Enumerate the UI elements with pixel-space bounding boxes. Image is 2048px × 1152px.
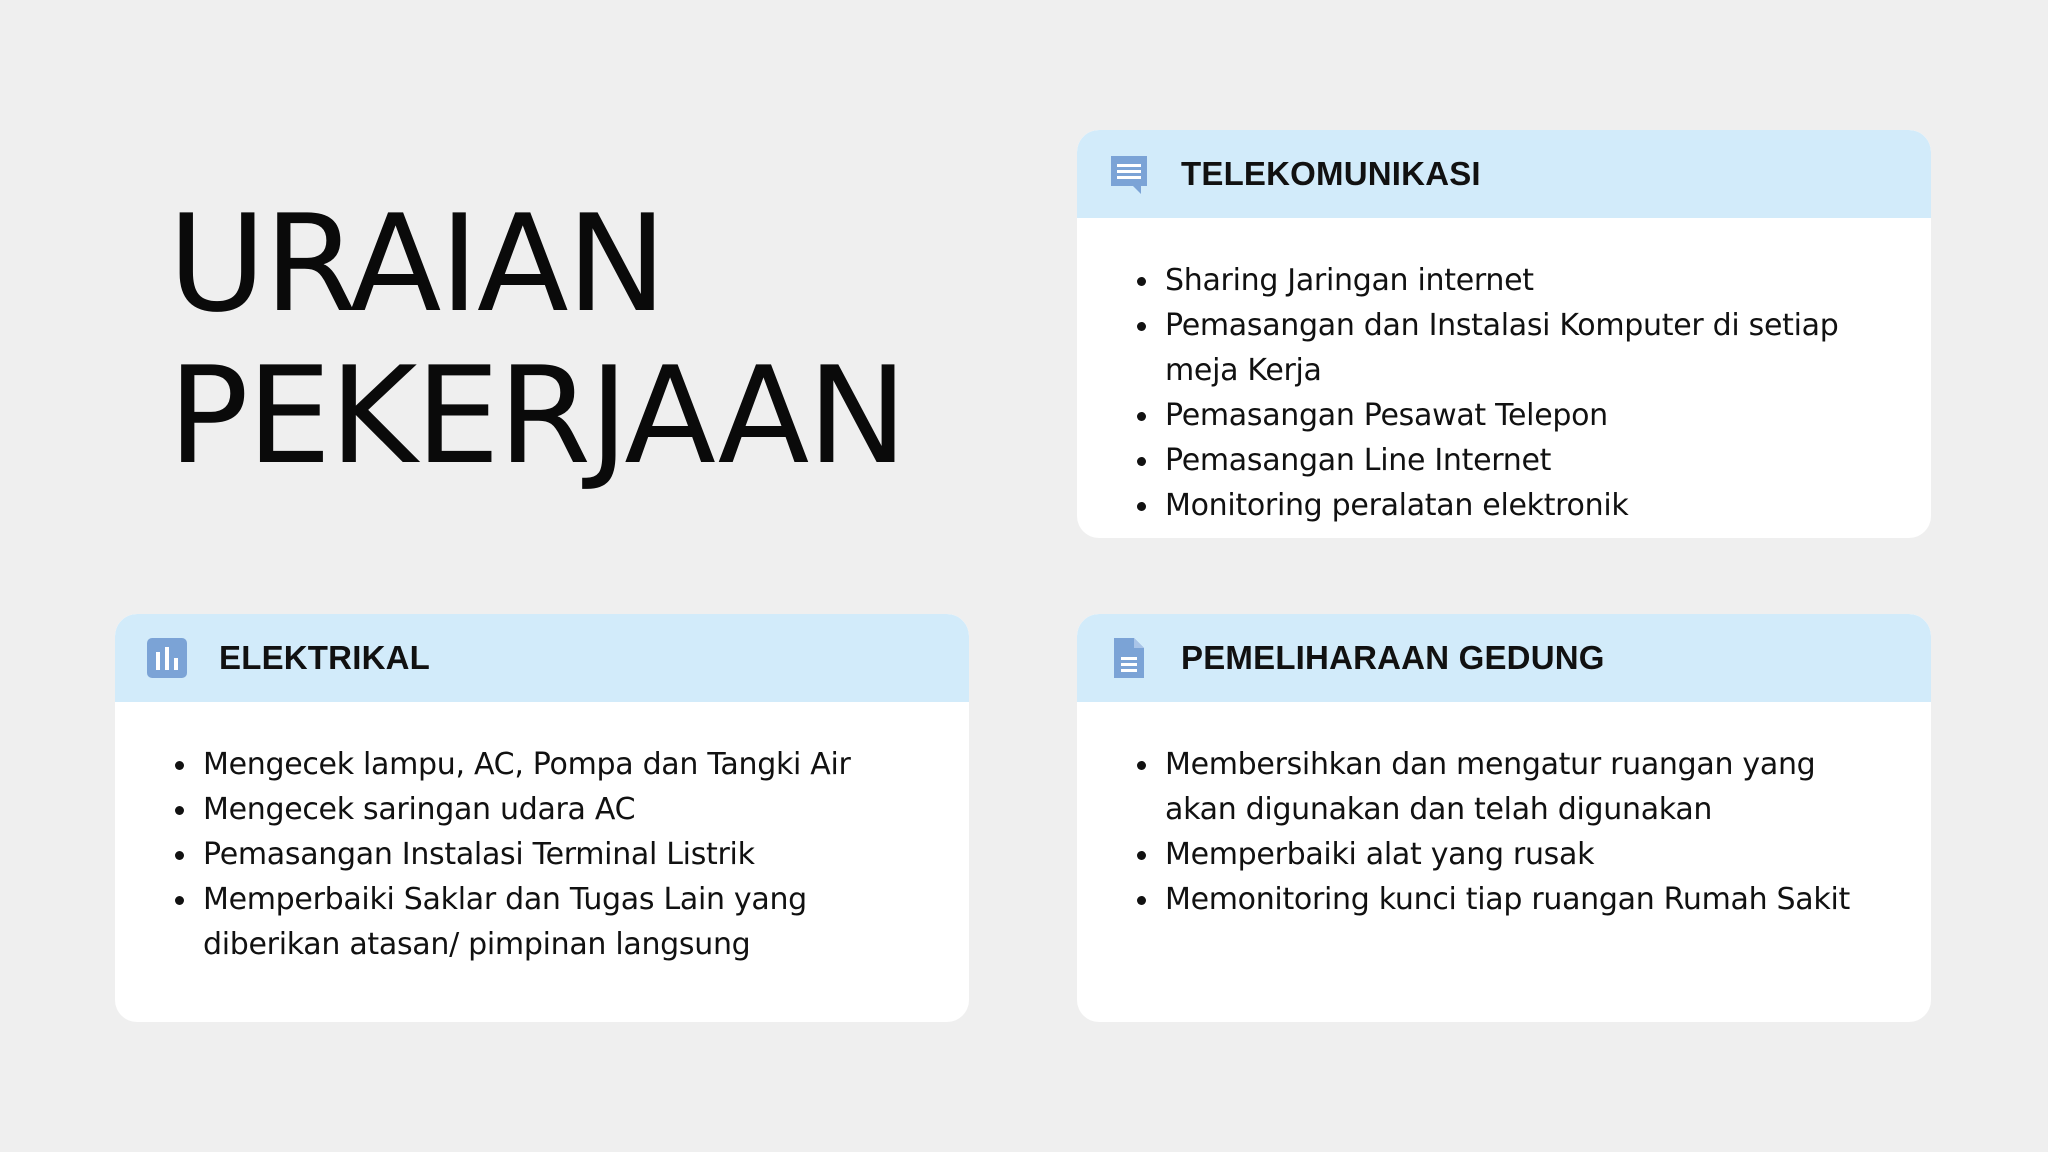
list-pemeliharaan-gedung bbox=[1137, 742, 1891, 922]
list-elektrikal bbox=[175, 742, 929, 967]
chat-message-icon bbox=[1107, 152, 1151, 196]
list-telekomunikasi bbox=[1137, 258, 1891, 528]
list-item: Pemasangan Pesawat Telepon bbox=[1137, 393, 1891, 438]
list-item: Memonitoring kunci tiap ruangan Rumah Sakit bbox=[1137, 877, 1891, 922]
card-pemeliharaan-gedung bbox=[1077, 614, 1931, 1022]
list-item: Monitoring peralatan elektronik bbox=[1137, 483, 1891, 528]
list-item: Membersihkan dan mengatur ruangan yang akan digunakan dan telah digunakan bbox=[1137, 742, 1891, 832]
page-title-line-1: URAIAN bbox=[168, 186, 665, 342]
list-item: Pemasangan dan Instalasi Komputer di setiap meja Kerja bbox=[1137, 303, 1891, 393]
page-title-line-2: PEKERJAAN bbox=[168, 338, 906, 494]
list-item: Mengecek lampu, AC, Pompa dan Tangki Air bbox=[175, 742, 929, 787]
list-item: Memperbaiki Saklar dan Tugas Lain yang diberikan atasan/ pimpinan langsung bbox=[175, 877, 929, 967]
list-item: Sharing Jaringan internet bbox=[1137, 258, 1891, 303]
list-item: Mengecek saringan udara AC bbox=[175, 787, 929, 832]
bar-chart-icon bbox=[145, 636, 189, 680]
card-telekomunikasi bbox=[1077, 130, 1931, 538]
document-icon bbox=[1107, 636, 1151, 680]
card-header-telekomunikasi bbox=[1077, 130, 1931, 218]
list-item: Memperbaiki alat yang rusak bbox=[1137, 832, 1891, 877]
card-elektrikal bbox=[115, 614, 969, 1022]
list-item: Pemasangan Instalasi Terminal Listrik bbox=[175, 832, 929, 877]
card-header-pemeliharaan-gedung bbox=[1077, 614, 1931, 702]
card-title-telekomunikasi: TELEKOMUNIKASI bbox=[1181, 155, 1481, 192]
page-title bbox=[168, 188, 928, 492]
card-header-elektrikal bbox=[115, 614, 969, 702]
card-title-pemeliharaan-gedung: PEMELIHARAAN GEDUNG bbox=[1181, 639, 1605, 676]
list-item: Pemasangan Line Internet bbox=[1137, 438, 1891, 483]
card-title-elektrikal: ELEKTRIKAL bbox=[219, 639, 430, 676]
